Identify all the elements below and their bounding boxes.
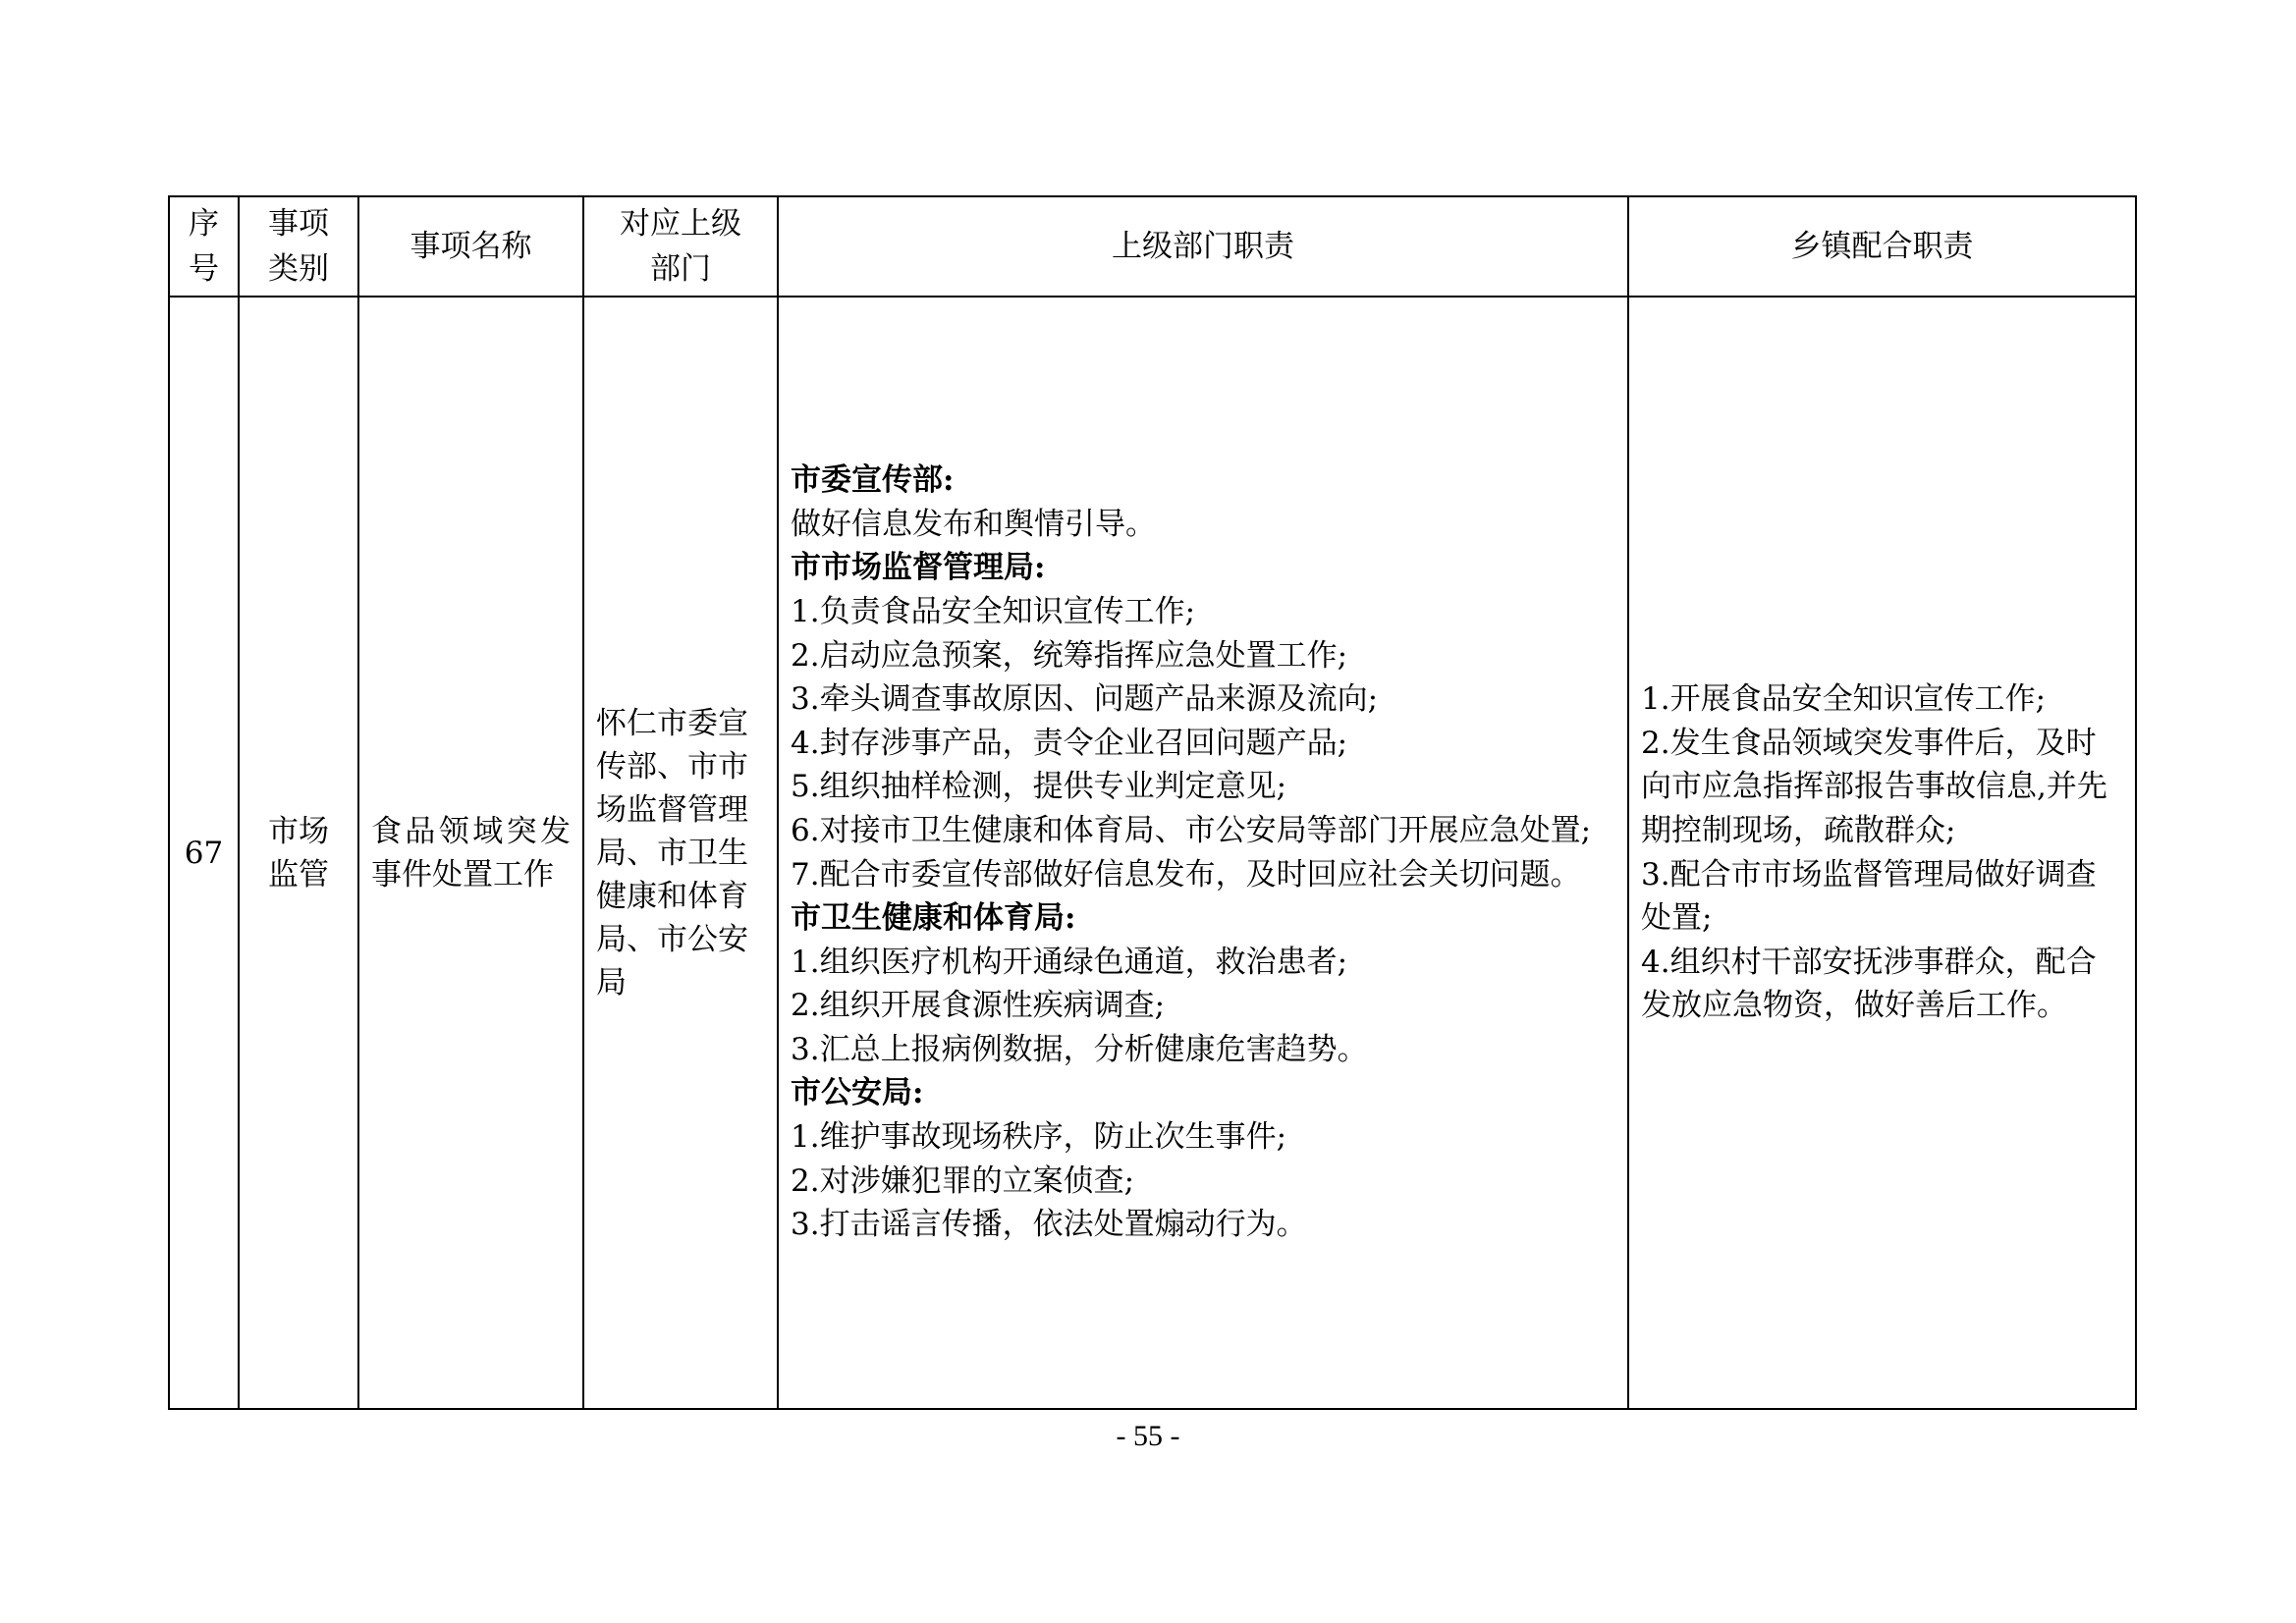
table-header <box>169 196 2136 297</box>
duty-table <box>168 195 2137 1410</box>
duty-department-heading: 市委宣传部: <box>791 462 955 499</box>
duty-item: 1.维护事故现场秩序，防止次生事件; <box>791 1119 1287 1156</box>
town-duty-item: 4.组织村干部安抚涉事群众，配合发放应急物资，做好善后工作。 <box>1641 944 2097 1024</box>
header-upper-duties-label: 上级部门职责 <box>1112 229 1294 264</box>
page-number: - 55 - <box>1116 1420 1180 1452</box>
row-category <box>239 297 358 1409</box>
header-category <box>239 196 358 297</box>
row-item-name <box>358 297 583 1409</box>
duty-item: 7.配合市委宣传部做好信息发布，及时回应社会关切问题。 <box>791 856 1581 893</box>
duty-department-heading: 市市场监督管理局: <box>791 550 1046 586</box>
row-item-name-text: 食品领域突发事件处置工作 <box>371 813 571 893</box>
header-upper-duties <box>778 196 1628 297</box>
duty-item: 4.封存涉事产品，责令企业召回问题产品; <box>791 725 1348 761</box>
duty-item: 1.负责食品安全知识宣传工作; <box>791 593 1196 629</box>
town-duty-item: 3.配合市市场监督管理局做好调查处置; <box>1641 856 2097 937</box>
header-item-name <box>358 196 583 297</box>
duty-department-heading: 市卫生健康和体育局: <box>791 900 1076 937</box>
duty-item: 2.启动应急预案，统筹指挥应急处置工作; <box>791 637 1348 674</box>
duty-item: 2.组织开展食源性疾病调查; <box>791 988 1166 1024</box>
header-index-label: 序号 <box>189 206 219 287</box>
header-category-label: 事项类别 <box>268 206 329 287</box>
header-item-name-label: 事项名称 <box>410 229 532 264</box>
duty-item: 3.牵头调查事故原因、问题产品来源及流向; <box>791 681 1379 718</box>
town-duty-item: 1.开展食品安全知识宣传工作; <box>1641 681 2047 718</box>
duty-item: 6.对接市卫生健康和体育局、市公安局等部门开展应急处置; <box>791 812 1592 848</box>
upper-duties-list <box>791 459 1615 1247</box>
row-index: 67 <box>169 297 239 1409</box>
header-index <box>169 196 239 297</box>
duty-item: 5.组织抽样检测，提供专业判定意见; <box>791 769 1287 805</box>
row-upper-duties <box>778 297 1628 1409</box>
row-upper-departments <box>583 297 778 1409</box>
table-body <box>169 297 2136 1409</box>
header-upper-department-label: 对应上级部门 <box>620 206 741 287</box>
duty-item: 3.打击谣言传播，依法处置煽动行为。 <box>791 1207 1307 1243</box>
row-category-text: 市场监管 <box>268 813 329 893</box>
row-upper-departments-text: 怀仁市委宣传部、市市场监督管理局、市卫生健康和体育局、市公安局 <box>596 705 748 1001</box>
duty-department-heading: 市公安局: <box>791 1075 924 1111</box>
duty-item: 1.组织医疗机构开通绿色通道，救治患者; <box>791 944 1348 980</box>
row-town-duties <box>1628 297 2136 1409</box>
duty-item: 2.对涉嫌犯罪的立案侦查; <box>791 1163 1135 1199</box>
header-row <box>169 196 2136 297</box>
header-town-duties <box>1628 196 2136 297</box>
table-row <box>169 297 2136 1409</box>
header-upper-department <box>583 196 778 297</box>
duty-item: 做好信息发布和舆情引导。 <box>791 506 1156 542</box>
town-duties-list <box>1641 677 2123 1028</box>
header-town-duties-label: 乡镇配合职责 <box>1790 229 1974 264</box>
duty-item: 3.汇总上报病例数据，分析健康危害趋势。 <box>791 1031 1368 1067</box>
town-duty-item: 2.发生食品领域突发事件后，及时向市应急指挥部报告事故信息,并先期控制现场，疏散群众; <box>1641 725 2107 848</box>
